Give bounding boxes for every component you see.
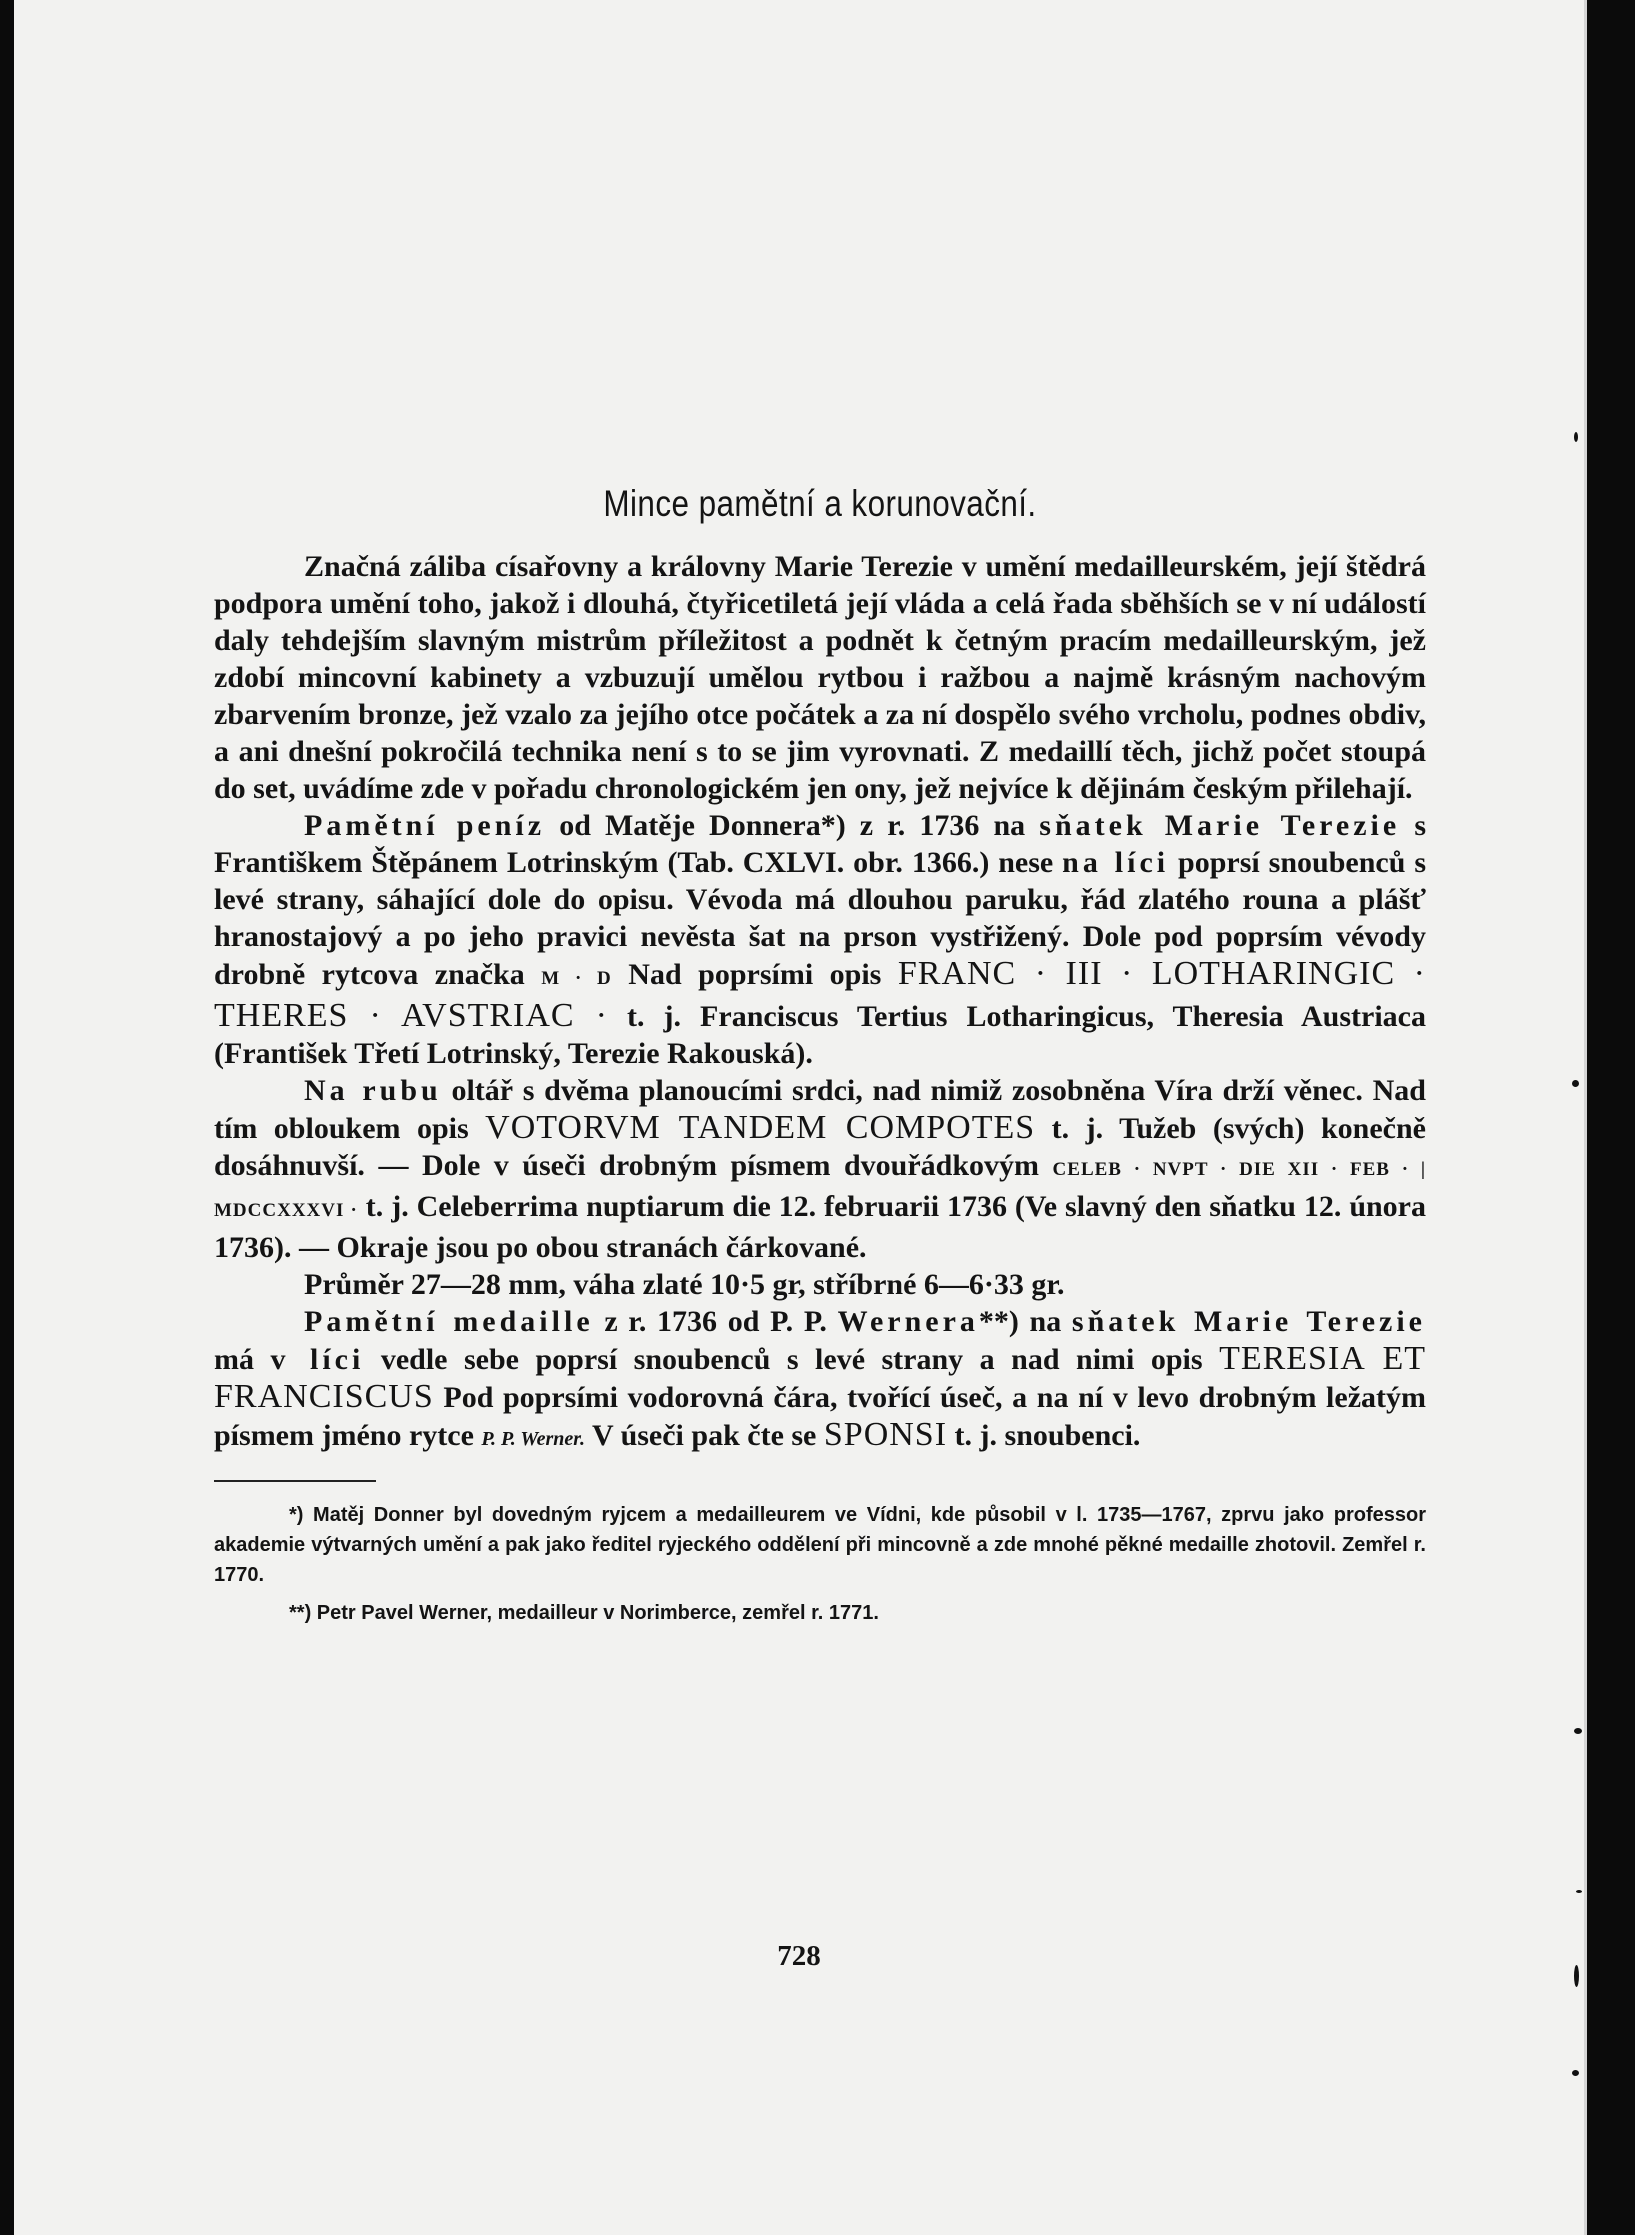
text-run: poprsí snoubenců s levé strany, sáhající dole do opisu. Vévoda má dlouhou paruku, řád zlatého rouna a plášť hranostajový a po jeho pravici nevěsta šat na prson vystřižený. Dole pod poprsím vévody drobně rytcova značka [214,846,1426,991]
page-text [214,482,1426,1628]
medal-legend: SPONSI [823,1416,948,1453]
medal-legend: FRANC · III · LOTHARINGIC · THERES · AVSTRIAC · [214,955,1426,1034]
term-snatek: sňatek Marie Terezie [1039,809,1401,842]
engraver-signature: P. P. Werner. [481,1428,585,1450]
term-snatek: sňatek Marie Terezie [1071,1305,1426,1338]
paragraph-reverse [214,1072,1426,1266]
text-run: t. j. snoubenci. [947,1419,1141,1452]
text-run: s Františkem Štěpánem Lotrinským (Tab. CXLVI. obr. 1366.) nese [214,809,1427,879]
term-wernera: Wernera [837,1305,979,1338]
paragraph-werner-medal [214,1303,1426,1458]
term-pametni-peniz: Pamětní peníz [304,809,546,842]
text-run: oltář s dvěma planoucími srdci, nad nimiž zosobněna Víra drží věnec. Nad tím obloukem opis [214,1074,1426,1145]
text-run: od Matěje Donnera*) z r. 1736 na [545,809,1040,842]
text-run: vedle sebe poprsí snoubenců s levé strany a nad nimi opis [364,1343,1220,1376]
engraver-mark: M · D [541,968,612,989]
text-run: **) na [978,1305,1072,1338]
medal-legend: TERESIA ET FRANCISCUS [214,1340,1427,1415]
text-run: t. j. Tužeb (svých) konečně dosáhnuvší. — Dole v úseči drobným písmem dvouřádkovým [214,1112,1426,1182]
exergue-legend: CELEB · NVPT · DIE XII · FEB · | MDCCXXXVI · [214,1159,1426,1221]
paragraph-dimensions: Průměr 27—28 mm, váha zlaté 10·5 gr, stříbrné 6—6·33 gr. [304,1268,1065,1301]
term-v-lici: v líci [270,1343,365,1376]
paragraph-intro: Značná záliba císařovny a královny Marie Terezie v umění medailleurském, její štědrá podpora umění toho, jakož i dlouhá, čtyřicetiletá její vláda a celá řada sběhších se v ní událostí daly tehdejším slavným mistrům příležitost a podnět k četným pracím medailleurským, jež zdobí mincovní kabinety a vzbuzují umělou rytbou i ražbou a najmě krásným nachovým zbarvením bronze, jež vzalo za jejího otce počátek a za ní dospělo svého vrcholu, podnes obdiv, a ani dnešní pokročilá technika není s to se jim vyrovnati. Z medaillí těch, jichž počet stoupá do set, uvádíme zde v pořadu chronologickém jen ony, jež nejvíce k dějinám českým přilehají. [214,550,1426,805]
book-page [14,0,1587,2235]
medal-legend: VOTORVM TANDEM COMPOTES [485,1109,1036,1146]
paragraph-donner-medal [214,807,1426,1072]
text-run: má [214,1343,271,1376]
text-run: Pod poprsími vodorovná čára, tvořící úseč, a na ní v levo drobným ležatým písmem jméno rytce [214,1381,1426,1452]
footnote-donner: *) Matěj Donner byl dovedným ryjcem a medailleurem ve Vídni, kde působil v l. 1735—1767, zprvu jako professor akademie výtvarných umění a pak jako ředitel ryjeckého oddělení při mincovně a zde mnohé pěkné medaille zhotovil. Zemřel r. 1770. [214,1504,1426,1586]
term-pametni-medaille: Pamětní medaille [304,1305,594,1338]
footnote-werner: **) Petr Pavel Werner, medailleur v Norimberce, zemřel r. 1771. [289,1602,879,1624]
term-na-lici: na líci [1062,846,1170,879]
page-title: Mince pamětní a korunovační. [603,483,1037,524]
text-run: V úseči pak čte se [584,1419,824,1452]
text-run: Nad poprsími opis [611,958,898,991]
text-run: z r. 1736 od P. P. [593,1305,838,1338]
text-run: t. j. Franciscus Tertius Lotharingicus, Theresia Austriaca (František Třetí Lotrinský, Terezie Rakouská). [214,1000,1426,1070]
page-number: 728 [777,1940,821,1972]
footnote-divider [214,1480,376,1482]
text-run: t. j. Celeberrima nuptiarum die 12. februarii 1736 (Ve slavný den sňatku 12. února 1736). — Okraje jsou po obou stranách čárkované. [214,1190,1426,1264]
term-na-rubu: Na rubu [304,1074,442,1107]
